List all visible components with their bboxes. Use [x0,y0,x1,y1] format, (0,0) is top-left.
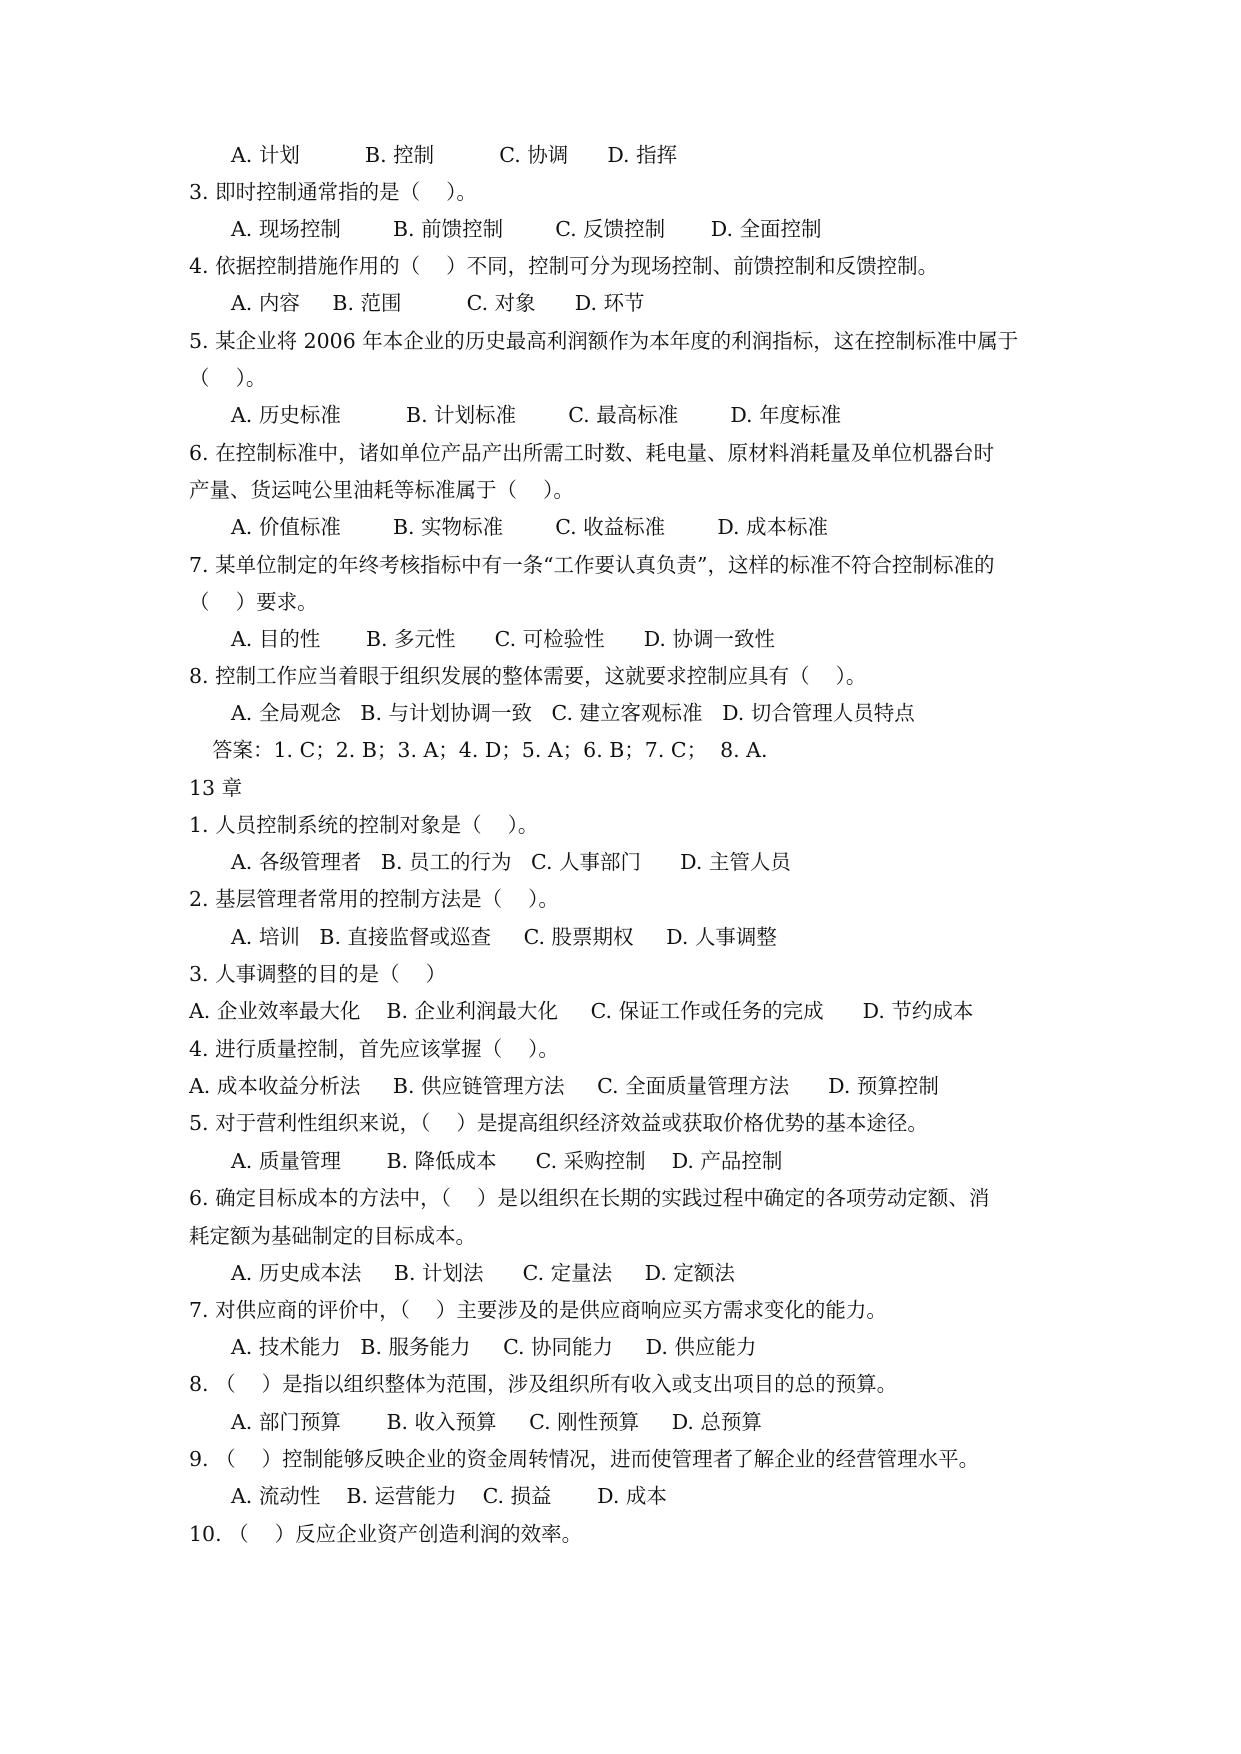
question-line: A. 成本收益分析法 B. 供应链管理方法 C. 全面质量管理方法 D. 预算控制 [189,1074,939,1098]
options-line: A. 质量管理 B. 降低成本 C. 采购控制 D. 产品控制 [231,1149,783,1173]
question-line: A. 企业效率最大化 B. 企业利润最大化 C. 保证工作或任务的完成 D. 节约成本 [189,999,974,1023]
options-line: A. 内容 B. 范围 C. 对象 D. 环节 [231,291,645,315]
question-line: 9. （ ）控制能够反映企业的资金周转情况，进而使管理者了解企业的经营管理水平。 [189,1447,980,1471]
options-line: A. 技术能力 B. 服务能力 C. 协同能力 D. 供应能力 [231,1335,757,1359]
options-line: A. 全局观念 B. 与计划协调一致 C. 建立客观标准 D. 切合管理人员特点 [231,701,915,725]
question-line: 产量、货运吨公里油耗等标准属于（ ）。 [189,478,574,502]
question-line: 6. 在控制标准中，诸如单位产品产出所需工时数、耗电量、原材料消耗量及单位机器台时 [189,441,995,465]
question-line: 3. 即时控制通常指的是（ ）。 [189,180,477,204]
question-line: 1. 人员控制系统的控制对象是（ ）。 [189,813,539,837]
question-line: 13 章 [189,776,243,800]
question-line: 4. 进行质量控制，首先应该掌握（ ）。 [189,1037,559,1061]
question-line: 2. 基层管理者常用的控制方法是（ ）。 [189,887,559,911]
question-line: 8. 控制工作应当着眼于组织发展的整体需要，这就要求控制应具有（ ）。 [189,664,867,688]
answer-key: 答案：1. C；2. B；3. A；4. D；5. A；6. B；7. C； 8. A. [212,738,768,762]
question-line: 7. 某单位制定的年终考核指标中有一条“工作要认真负责”，这样的标准不符合控制标准的 [189,553,995,577]
question-line: （ ）。 [189,366,267,390]
question-line: 3. 人事调整的目的是（ ） [189,962,447,986]
options-line: A. 价值标准 B. 实物标准 C. 收益标准 D. 成本标准 [231,515,829,539]
question-line: 8. （ ）是指以组织整体为范围，涉及组织所有收入或支出项目的总的预算。 [189,1372,898,1396]
options-line: A. 现场控制 B. 前馈控制 C. 反馈控制 D. 全面控制 [231,217,822,241]
options-line: A. 历史标准 B. 计划标准 C. 最高标准 D. 年度标准 [231,403,842,427]
options-line: A. 历史成本法 B. 计划法 C. 定量法 D. 定额法 [231,1261,735,1285]
options-line: A. 流动性 B. 运营能力 C. 损益 D. 成本 [231,1484,667,1508]
question-line: 10. （ ）反应企业资产创造利润的效率。 [189,1522,583,1546]
question-line: 5. 某企业将 2006 年本企业的历史最高利润额作为本年度的利润指标，这在控制标准中属于 [189,329,1019,353]
options-line: A. 各级管理者 B. 员工的行为 C. 人事部门 D. 主管人员 [231,850,791,874]
question-line: 耗定额为基础制定的目标成本。 [189,1224,476,1248]
question-line: 5. 对于营利性组织来说，（ ）是提高组织经济效益或获取价格优势的基本途径。 [189,1111,928,1135]
options-line: A. 目的性 B. 多元性 C. 可检验性 D. 协调一致性 [231,627,775,651]
question-line: （ ）要求。 [189,590,318,614]
options-line: A. 部门预算 B. 收入预算 C. 刚性预算 D. 总预算 [231,1410,762,1434]
options-line: A. 培训 B. 直接监督或巡查 C. 股票期权 D. 人事调整 [231,925,777,949]
options-line: A. 计划 B. 控制 C. 协调 D. 指挥 [231,143,678,167]
question-line: 7. 对供应商的评价中，（ ）主要涉及的是供应商响应买方需求变化的能力。 [189,1298,887,1322]
question-line: 4. 依据控制措施作用的（ ）不同，控制可分为现场控制、前馈控制和反馈控制。 [189,254,939,278]
question-line: 6. 确定目标成本的方法中，（ ）是以组织在长期的实践过程中确定的各项劳动定额、消 [189,1186,990,1210]
